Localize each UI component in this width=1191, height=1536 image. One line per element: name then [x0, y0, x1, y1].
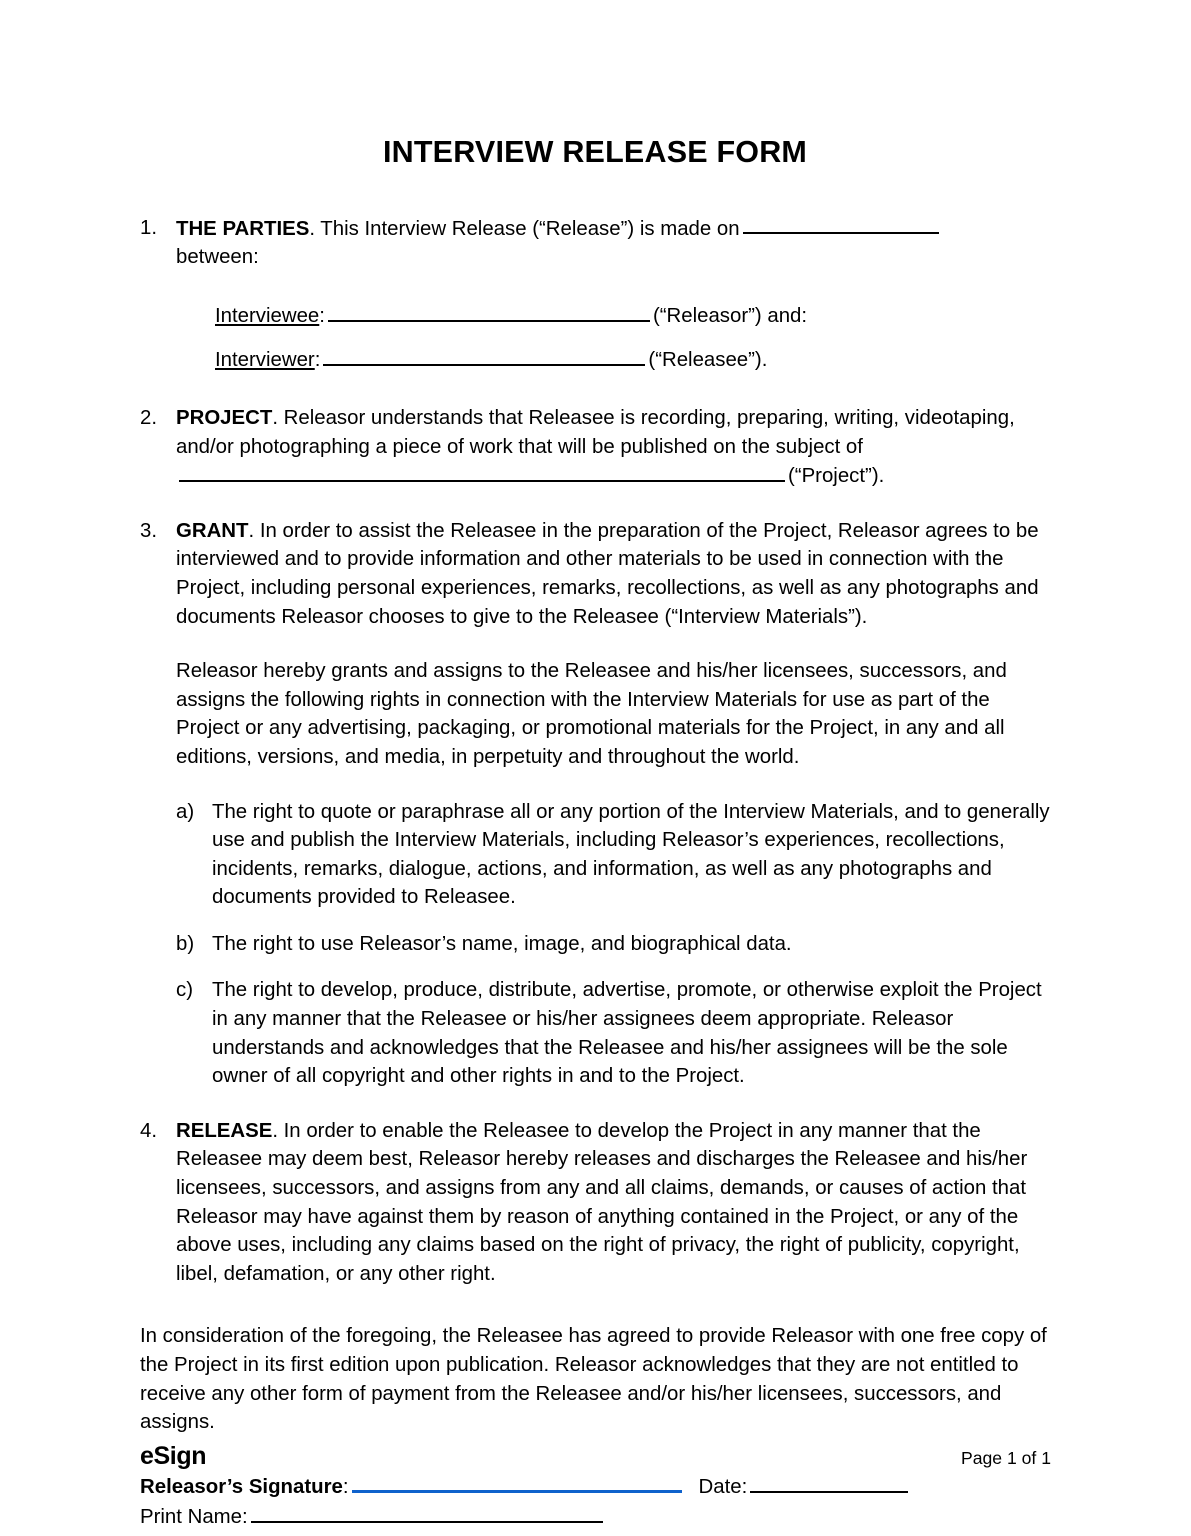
subclause-letter: c) [176, 979, 193, 1002]
print-name-field[interactable] [251, 1502, 603, 1523]
party-row-interviewee [140, 302, 1050, 331]
party-row-interviewer [140, 345, 1050, 374]
clause-the-parties [140, 214, 1050, 272]
clause-project [140, 404, 1050, 491]
clause-project-suffix: (“Project”). [788, 465, 885, 488]
clause-heading: THE PARTIES [176, 217, 310, 240]
project-subject-blank-field[interactable] [179, 461, 785, 482]
clause-intro-text: . This Interview Release (“Release”) is made on [309, 217, 740, 240]
subclause-b [140, 930, 1050, 959]
interviewer-suffix: (“Releasee”). [648, 348, 768, 371]
clause-grant [140, 517, 1050, 631]
signature-row [140, 1471, 1050, 1502]
clause-heading: RELEASE [176, 1119, 273, 1142]
interviewer-name-blank-field[interactable] [323, 345, 645, 366]
clause-heading: PROJECT [176, 407, 273, 430]
clause-project-text: . Releasor understands that Releasee is recording, preparing, writing, videotaping, and/or photographing a piece of work that will be published on the subject of [176, 407, 1015, 458]
clause-text [176, 214, 1050, 272]
interviewer-label: Interviewer [215, 348, 315, 371]
clause-heading: GRANT [176, 519, 249, 542]
document-content [140, 0, 1050, 1532]
date-blank-field[interactable] [743, 214, 939, 235]
clause-grant-text: . In order to assist the Releasee in the preparation of the Project, Releasor agrees to be interviewed and to provide information and other materials to be used in connection with the Project, including personal experiences, remarks, recollections, as well as any photographs and documents Releasor chooses to give to the Releasee (“Interview Materials”). [176, 519, 1039, 628]
interviewee-name-blank-field[interactable] [328, 302, 650, 323]
interviewer-colon: : [314, 348, 321, 371]
releasor-signature-colon: : [342, 1475, 349, 1498]
releasor-signature-field[interactable] [352, 1471, 682, 1493]
page-indicator: Page 1 of 1 [961, 1448, 1051, 1468]
clause-release-text: . In order to enable the Releasee to develop the Project in any manner that the Releasee may deem best, Releasor hereby releases and discharges the Releasee and his/her licensees, successors, and assigns from any and all claims, demands, or causes of action that Releasor may have against them by reason of anything contained in the Project, or any of the above uses, including any claims based on the right of privacy, the right of publicity, copyright, libel, defamation, or any other right. [176, 1119, 1028, 1285]
clause-number: 2. [140, 407, 158, 430]
subclause-a [140, 798, 1050, 912]
clause-release [140, 1117, 1050, 1289]
subclause-text: The right to use Releasor’s name, image, and biographical data. [212, 932, 792, 955]
clause-text [176, 517, 1050, 631]
interviewee-colon: : [319, 305, 325, 328]
interviewee-label: Interviewee [215, 305, 320, 328]
releasor-signature-label: Releasor’s Signature [140, 1475, 343, 1498]
subclause-letter: a) [176, 800, 195, 823]
signature-date-label: Date: [698, 1475, 748, 1498]
signature-date-field[interactable] [750, 1472, 908, 1493]
subclause-text: The right to quote or paraphrase all or any portion of the Interview Materials, and to generally use and publish the Interview Materials, including Releasor’s experiences, recollections, incidents, remarks, dialogue, actions, and information, as well as any photographs and documents provided to Releasee. [212, 800, 1050, 909]
subclause-letter: b) [176, 932, 195, 955]
grant-paragraph-2: Releasor hereby grants and assigns to the Releasee and his/her licensees, successors, and assigns the following rights in connection with the Interview Materials for use as part of the Project or any advertising, packaging, or promotional materials for the Project, in any and all editions, versions, and media, in perpetuity and throughout the world. [176, 660, 1007, 768]
signature-block [140, 1471, 1050, 1532]
clause-text [176, 404, 1050, 491]
print-name-label: Print Name: [140, 1505, 248, 1528]
page-title: INTERVIEW RELEASE FORM [382, 135, 808, 169]
interviewee-suffix: (“Releasor”) and: [652, 305, 808, 328]
consideration-paragraph: In consideration of the foregoing, the Releasee has agreed to provide Releasor with one free copy of the Project in its first edition upon publication. Releasor acknowledges that they are not entitled to receive any other form of payment from the Releasee and/or his/her licensees, successors, and assigns. [140, 1325, 1047, 1434]
clause-text [176, 1117, 1050, 1289]
subclause-text: The right to develop, produce, distribute, advertise, promote, or otherwise exploit the Project in any manner that the Releasee or his/her assignees deem appropriate. Releasor understands and acknowledges that the Releasee and his/her assignees will be the sole owner of all copyright and other rights in and to the Project. [212, 979, 1042, 1088]
clause-number: 1. [140, 216, 158, 239]
page-footer [140, 1442, 1051, 1471]
print-name-row [140, 1502, 1050, 1532]
clause-number: 4. [140, 1119, 158, 1142]
esign-logo: eSign [140, 1442, 207, 1470]
subclause-c [140, 976, 1050, 1090]
clause-number: 3. [140, 519, 158, 542]
clause-between-text: between: [176, 245, 259, 268]
